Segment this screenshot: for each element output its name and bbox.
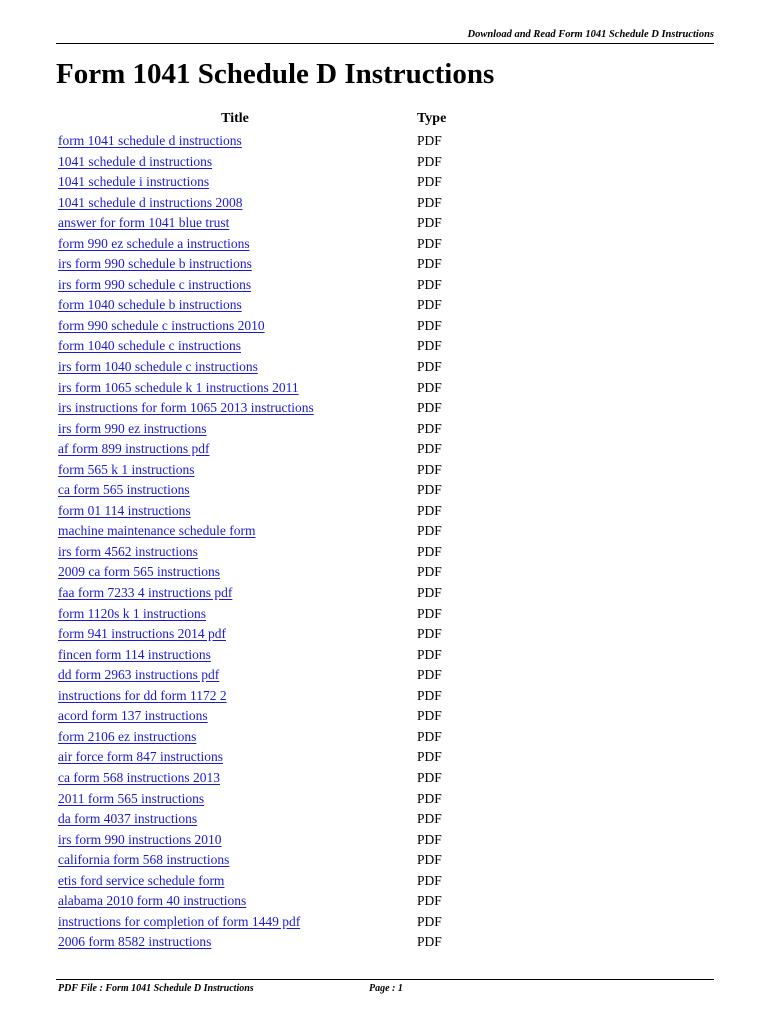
list-item [0,336,770,357]
document-link[interactable]: form 1120s k 1 instructions [58,605,206,621]
document-link[interactable]: ca form 568 instructions 2013 [58,769,220,785]
file-type-label: PDF [417,194,442,210]
list-item [0,131,770,152]
document-link[interactable]: answer for form 1041 blue trust [58,215,230,231]
list-item [0,583,770,604]
file-type-label: PDF [417,461,442,477]
file-type-label: PDF [417,317,442,333]
document-link[interactable]: instructions for completion of form 1449 pdf [58,913,301,929]
document-link[interactable]: alabama 2010 form 40 instructions [58,893,247,909]
document-link[interactable]: 2011 form 565 instructions [58,790,205,806]
column-header-title: Title [221,111,249,126]
document-link[interactable]: instructions for dd form 1172 2 [58,687,227,703]
document-title: Form 1041 Schedule D Instructions [56,58,495,90]
document-link[interactable]: acord form 137 instructions [58,708,208,724]
list-item [0,357,770,378]
file-type-label: PDF [417,872,442,888]
document-link[interactable]: irs form 990 instructions 2010 [58,831,222,847]
header-divider [56,43,714,44]
list-item [0,419,770,440]
document-link[interactable]: form 990 schedule c instructions 2010 [58,317,265,333]
document-link[interactable]: 1041 schedule i instructions [58,174,210,190]
list-item [0,604,770,625]
file-type-label: PDF [417,502,442,518]
file-type-label: PDF [417,420,442,436]
document-link[interactable]: dd form 2963 instructions pdf [58,667,220,683]
footer-divider [56,979,714,980]
list-item [0,850,770,871]
list-item [0,316,770,337]
document-link[interactable]: fincen form 114 instructions [58,646,211,662]
document-list [0,131,770,953]
file-type-label: PDF [417,687,442,703]
list-item [0,891,770,912]
list-item [0,213,770,234]
list-item [0,747,770,768]
list-item [0,789,770,810]
column-header-type: Type [417,111,447,126]
file-type-label: PDF [417,811,442,827]
list-item [0,686,770,707]
file-type-label: PDF [417,626,442,642]
file-type-label: PDF [417,749,442,765]
document-link[interactable]: irs form 1040 schedule c instructions [58,359,258,375]
list-item [0,234,770,255]
file-type-label: PDF [417,790,442,806]
document-link[interactable]: ca form 565 instructions [58,482,190,498]
list-item [0,152,770,173]
file-type-label: PDF [417,605,442,621]
list-item [0,706,770,727]
document-link[interactable]: 1041 schedule d instructions 2008 [58,194,243,210]
list-item [0,295,770,316]
document-link[interactable]: irs form 1065 schedule k 1 instructions 2011 [58,379,299,395]
document-link[interactable]: irs form 990 schedule b instructions [58,256,252,272]
list-item [0,501,770,522]
document-link[interactable]: form 1040 schedule b instructions [58,297,242,313]
document-link[interactable]: form 1040 schedule c instructions [58,338,241,354]
list-item [0,480,770,501]
file-type-label: PDF [417,667,442,683]
file-type-label: PDF [417,297,442,313]
list-item [0,193,770,214]
file-type-label: PDF [417,769,442,785]
file-type-label: PDF [417,235,442,251]
list-item [0,521,770,542]
file-type-label: PDF [417,728,442,744]
list-item [0,562,770,583]
document-link[interactable]: machine maintenance schedule form [58,523,256,539]
file-type-label: PDF [417,646,442,662]
list-item [0,768,770,789]
list-item [0,542,770,563]
document-link[interactable]: irs form 4562 instructions [58,543,198,559]
list-item [0,275,770,296]
list-item [0,378,770,399]
file-type-label: PDF [417,359,442,375]
file-type-label: PDF [417,585,442,601]
file-type-label: PDF [417,153,442,169]
file-type-label: PDF [417,482,442,498]
document-link[interactable]: 1041 schedule d instructions [58,153,213,169]
list-item [0,254,770,275]
list-item [0,912,770,933]
file-type-label: PDF [417,934,442,950]
file-type-label: PDF [417,379,442,395]
file-type-label: PDF [417,276,442,292]
document-link[interactable]: air force form 847 instructions [58,749,223,765]
footer-file-label: PDF File : Form 1041 Schedule D Instructions [58,983,254,994]
document-link[interactable]: california form 568 instructions [58,852,230,868]
file-type-label: PDF [417,256,442,272]
list-item [0,645,770,666]
list-item [0,871,770,892]
list-item [0,460,770,481]
document-link[interactable]: irs instructions for form 1065 2013 instructions [58,400,314,416]
document-link[interactable]: 2006 form 8582 instructions [58,934,212,950]
running-header: Download and Read Form 1041 Schedule D Instructions [467,29,714,40]
list-item [0,624,770,645]
file-type-label: PDF [417,400,442,416]
file-type-label: PDF [417,913,442,929]
file-type-label: PDF [417,708,442,724]
file-type-label: PDF [417,564,442,580]
file-type-label: PDF [417,338,442,354]
file-type-label: PDF [417,852,442,868]
list-item [0,172,770,193]
file-type-label: PDF [417,174,442,190]
document-link[interactable]: irs form 990 schedule c instructions [58,276,252,292]
file-type-label: PDF [417,133,442,148]
list-item [0,932,770,953]
document-link[interactable]: etis ford service schedule form [58,872,225,888]
document-link[interactable]: form 1041 schedule d instructions [58,133,242,148]
document-link[interactable]: faa form 7233 4 instructions pdf [58,585,233,601]
list-item [0,727,770,748]
document-link[interactable]: 2009 ca form 565 instructions [58,564,220,580]
document-link[interactable]: af form 899 instructions pdf [58,441,210,457]
document-link[interactable]: da form 4037 instructions [58,811,198,827]
document-link[interactable]: form 01 114 instructions [58,502,191,518]
file-type-label: PDF [417,893,442,909]
document-link[interactable]: form 2106 ez instructions [58,728,197,744]
document-link[interactable]: form 990 ez schedule a instructions [58,235,250,251]
file-type-label: PDF [417,523,442,539]
footer-page-number: Page : 1 [369,983,403,994]
list-item [0,398,770,419]
list-item [0,439,770,460]
document-link[interactable]: form 565 k 1 instructions [58,461,195,477]
file-type-label: PDF [417,831,442,847]
file-type-label: PDF [417,441,442,457]
file-type-label: PDF [417,215,442,231]
list-item [0,830,770,851]
list-item [0,809,770,830]
list-item [0,665,770,686]
document-link[interactable]: form 941 instructions 2014 pdf [58,626,226,642]
file-type-label: PDF [417,543,442,559]
document-link[interactable]: irs form 990 ez instructions [58,420,207,436]
